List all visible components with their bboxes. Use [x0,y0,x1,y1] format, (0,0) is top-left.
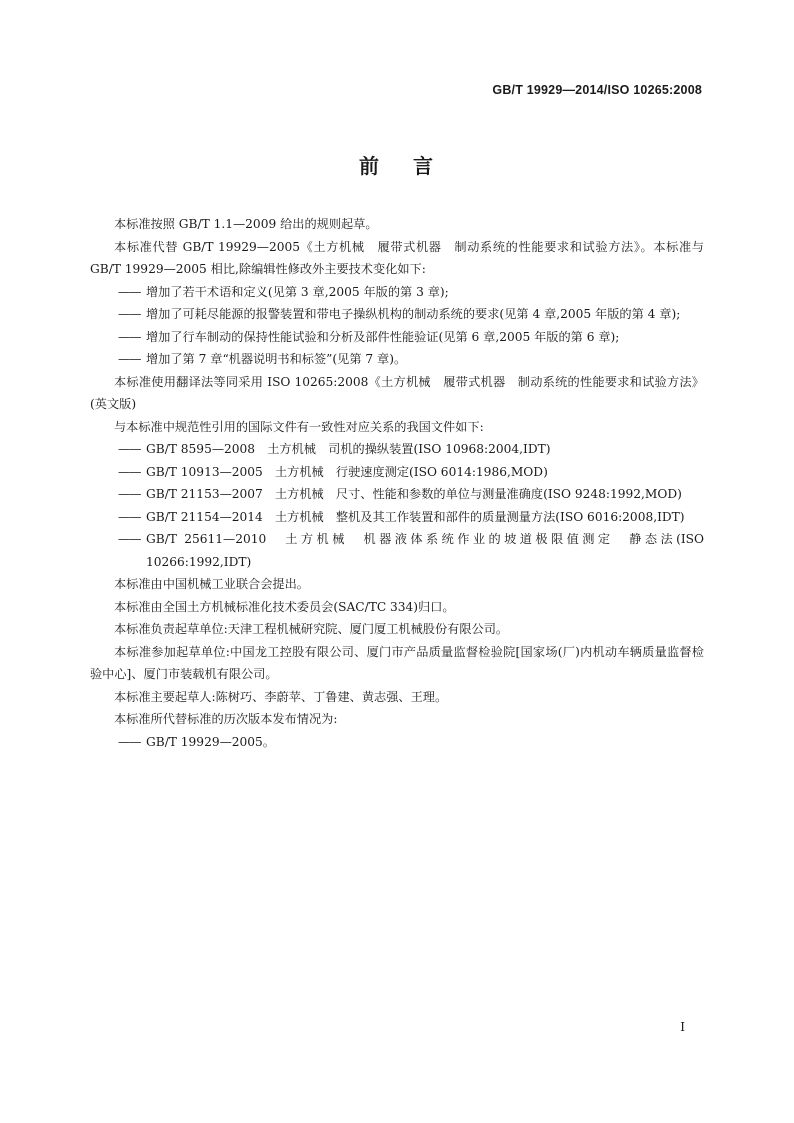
paragraph-replacement: 本标准代替 GB/T 19929—2005《土方机械 履带式机器 制动系统的性能要求和试验方法》。本标准与 GB/T 19929—2005 相比,除编辑性修改外主要技术变化如下: [90,239,704,276]
dash-marker: —— [118,352,141,366]
list-item-history: —— GB/T 19929—2005。 [90,731,704,754]
page-number: I [680,1020,685,1034]
dash-marker: —— [118,532,141,546]
foreword-body [90,213,704,753]
list-item-change: —— 增加了可耗尽能源的报警装置和带电子操纵机构的制动系统的要求(见第 4 章,2005 年版的第 4 章); [90,303,704,326]
dash-marker: —— [118,464,141,479]
title-char-1: 前 [359,154,381,178]
paragraph-authors: 本标准主要起草人:陈树巧、李蔚苹、丁鲁建、黄志强、王理。 [114,689,448,704]
list-item-reference: —— GB/T 21154—2014 土方机械 整机及其工作装置和部件的质量测量方法(ISO 6016:2008,IDT) [90,506,704,529]
dash-marker: —— [118,329,141,344]
list-item-reference: —— GB/T 10913—2005 土方机械 行驶速度测定(ISO 6014:1986,MOD) [90,461,704,484]
paragraph-proposer: 本标准由中国机械工业联合会提出。 [114,577,309,591]
paragraph-lead-drafters: 本标准负责起草单位:天津工程机械研究院、厦门厦工机械股份有限公司。 [114,622,509,636]
dash-marker: —— [118,734,141,749]
dash-marker: —— [118,487,141,501]
paragraph-participating-drafters: 本标准参加起草单位:中国龙工控股有限公司、厦门市产品质量监督检验院[国家场(厂)内机动车辆质量监督检验中心]、厦门市装载机有限公司。 [90,644,704,681]
list-item-change: —— 增加了行车制动的保持性能试验和分析及部件性能验证(见第 6 章,2005 年版的第 6 章); [90,326,704,349]
paragraph-translation: 本标准使用翻译法等同采用 ISO 10265:2008《土方机械 履带式机器 制动系统的性能要求和试验方法》(英文版) [90,374,704,411]
list-item-reference: —— GB/T 21153—2007 土方机械 尺寸、性能和参数的单位与测量准确度(ISO 9248:1992,MOD) [90,483,704,506]
paragraph-history-intro: 本标准所代替标准的历次版本发布情况为: [114,712,338,726]
list-item-change: —— 增加了第 7 章“机器说明书和标签”(见第 7 章)。 [90,348,704,371]
paragraph-references-intro: 与本标准中规范性引用的国际文件有一致性对应关系的我国文件如下: [114,419,484,434]
dash-marker: —— [118,307,141,321]
page-title [0,150,794,179]
dash-marker: —— [118,509,141,524]
list-item-reference: —— GB/T 25611—2010 土方机械 机器液体系统作业的坡道极限值测定 静态法(ISO 10266:1992,IDT) [90,528,704,573]
list-item-reference: —— GB/T 8595—2008 土方机械 司机的操纵装置(ISO 10968:2004,IDT) [90,438,704,461]
list-item-change: —— 增加了若干术语和定义(见第 3 章,2005 年版的第 3 章); [90,281,704,304]
paragraph-committee: 本标准由全国土方机械标准化技术委员会(SAC/TC 334)归口。 [114,599,455,614]
dash-marker: —— [118,442,141,456]
paragraph-drafting-rules: 本标准按照 GB/T 1.1—2009 给出的规则起草。 [114,217,378,231]
standard-code: GB/T 19929—2014/ISO 10265:2008 [492,83,702,97]
dash-marker: —— [118,284,141,299]
title-char-2: 言 [413,154,435,178]
